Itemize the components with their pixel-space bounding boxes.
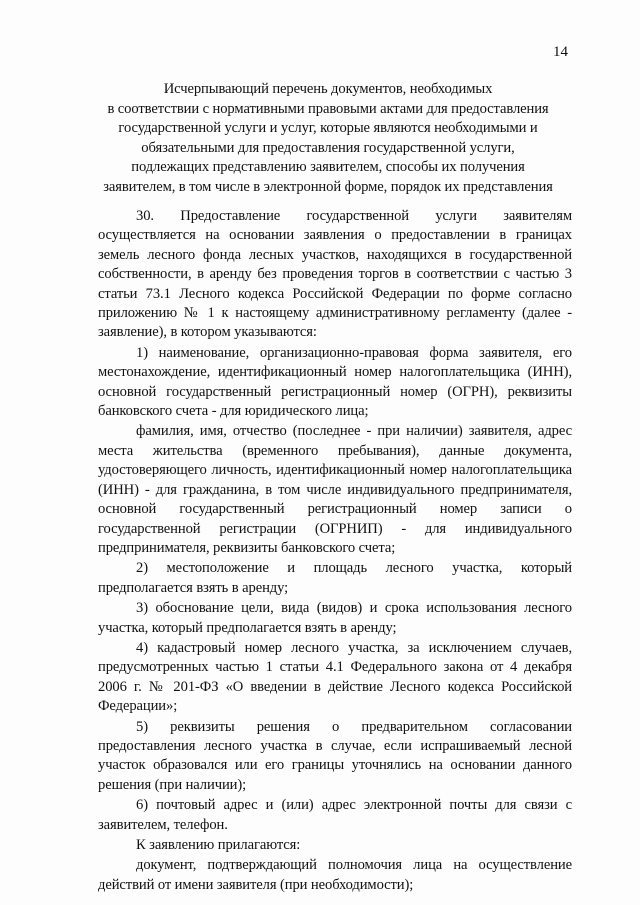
- attachments-intro: К заявлению прилагаются:: [136, 837, 301, 853]
- list-item-1: 1) наименование, организационно-правовая форма заявителя, его местонахождение, идентификационный номер налогоплательщика (ИНН), основной государственный регистрационный номер (ОГРН), реквизиты банковского счета - для юридического лица;: [98, 344, 572, 420]
- page-number: 14: [553, 44, 568, 60]
- list-item-5: 5) реквизиты решения о предварительном согласовании предоставления лесного участка в случае, если испрашиваемый лесной участок образовался или его границы уточнялись на основании данного решения (при наличии);: [98, 718, 572, 793]
- heading-line: Исчерпывающий перечень документов, необходимых: [163, 81, 493, 97]
- heading-line: в соответствии с нормативными правовыми актами для предоставления: [107, 100, 549, 117]
- list-item-4: 4) кадастровый номер лесного участка, за исключением случаев, предусмотренных частью 1 статьи 4.1 Федерального закона от 4 декабря 2006 г. № 201-ФЗ «О введении в действие Лесного кодекса Российской Федерации»;: [98, 639, 572, 715]
- paragraph-30: 30. Предоставление государственной услуги заявителям осуществляется на основании заявления о предоставлении в границах земель лесного фонда лесных участков, находящихся в государственной собственности, в аренду без проведения торгов в соответствии с частью 3 статьи 73.1 Лесного кодекса Российской Федерации по форме согласно приложению № 1 к настоящему административному регламенту (далее - заявление), в котором указываются:: [98, 208, 572, 341]
- list-item-1-individual: фамилия, имя, отчество (последнее - при наличии) заявителя, адрес места жительства (временного пребывания), данные документа, удостоверяющего личность, идентификационный номер налогоплательщика (ИНН) - для гражданина, в том числе индивидуального предпринимателя, основной государственный регистрационный номер записи о государственной регистрации (ОГРНИП) - для индивидуального предпринимателя, реквизиты банковского счета;: [98, 423, 572, 556]
- heading-line: обязательными для предоставления государственной услуги,: [141, 139, 515, 156]
- document-body: [98, 207, 572, 895]
- heading-line: заявителем, в том числе в электронной форме, порядок их представления: [103, 178, 553, 195]
- section-heading: [96, 80, 560, 197]
- heading-line: подлежащих представлению заявителем, способы их получения: [131, 159, 525, 175]
- list-item-3: 3) обоснование цели, вида (видов) и срока использования лесного участка, который предполагается взять в аренду;: [98, 600, 572, 636]
- heading-line: государственной услуги и услуг, которые являются необходимыми и: [118, 120, 538, 136]
- list-item-2: 2) местоположение и площадь лесного участка, который предполагается взять в аренду;: [98, 560, 572, 596]
- attachment-item: документ, подтверждающий полномочия лица на осуществление действий от имени заявителя (при необходимости);: [98, 857, 572, 893]
- list-item-6: 6) почтовый адрес и (или) адрес электронной почты для связи с заявителем, телефон.: [98, 797, 572, 833]
